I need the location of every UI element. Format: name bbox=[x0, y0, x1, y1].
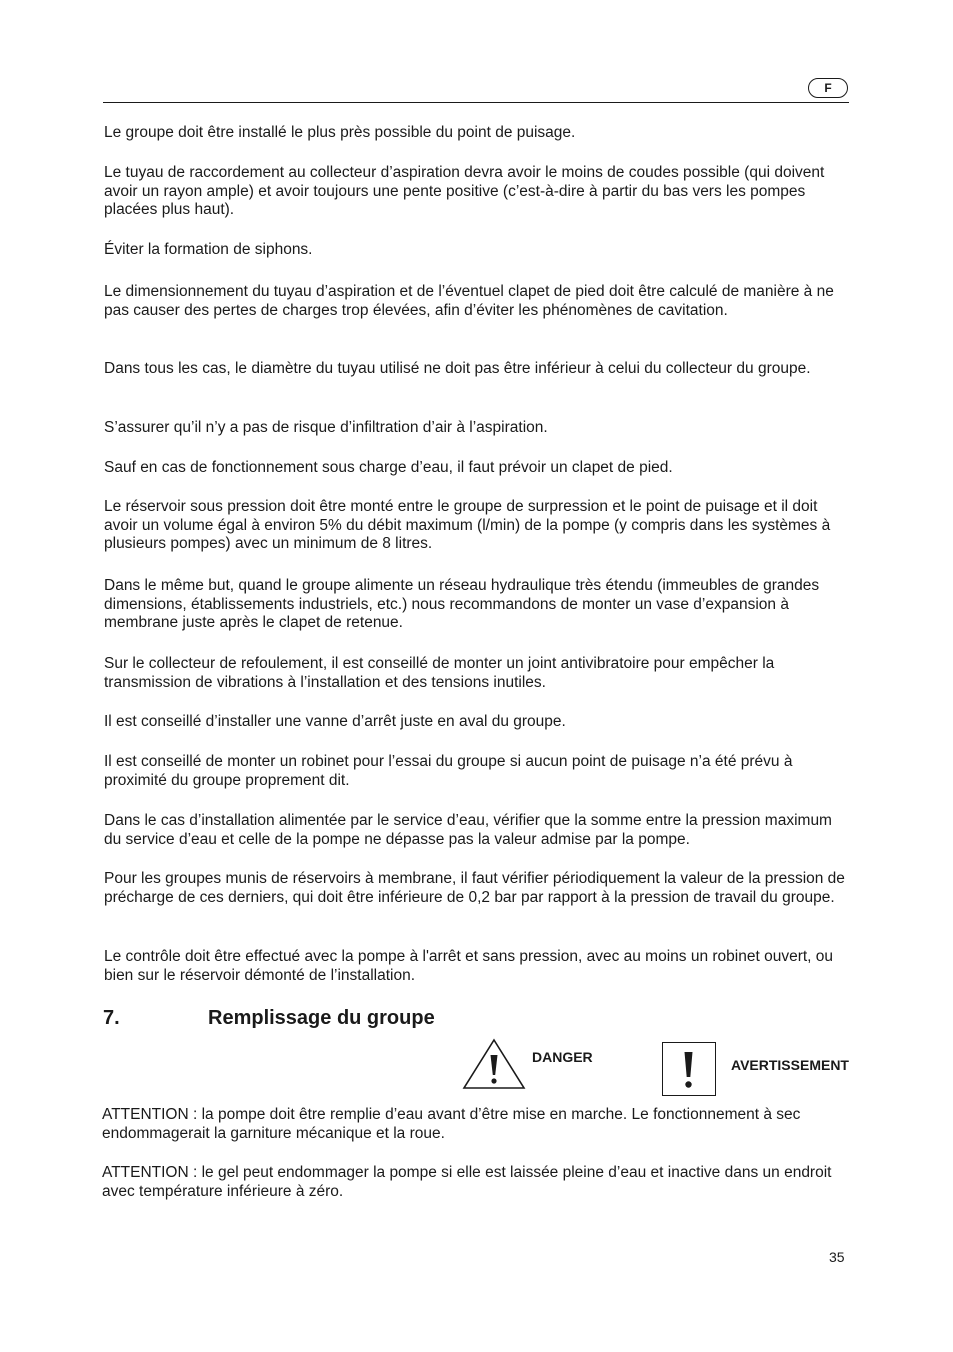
warning-label: AVERTISSEMENT bbox=[731, 1057, 849, 1073]
attention-paragraph: ATTENTION : la pompe doit être remplie d’eau avant d’être mise en marche. Le fonctionnement à sec endommagerait la garniture mécanique et la roue. bbox=[102, 1106, 801, 1142]
language-badge: F bbox=[808, 78, 848, 98]
section-title: Remplissage du groupe bbox=[208, 1007, 435, 1029]
paragraph: Dans le même but, quand le groupe alimente un réseau hydraulique très étendu (immeubles de grandes dimensions, établissements industriels, etc.) nous recommandons de monter un vase d’expansion à membrane juste après le clapet de retenue. bbox=[104, 577, 820, 631]
page-number: 35 bbox=[829, 1249, 845, 1265]
paragraph: Le dimensionnement du tuyau d’aspiration et de l’éventuel clapet de pied doit être calculé de manière à ne pas causer des pertes de charges trop élevées, afin d’éviter les phénomènes de cavitation. bbox=[104, 283, 834, 319]
header-rule bbox=[103, 102, 849, 103]
paragraph: Il est conseillé d’installer une vanne d’arrêt juste en aval du groupe. bbox=[104, 713, 566, 730]
paragraph: Sur le collecteur de refoulement, il est conseillé de monter un joint antivibratoire pour empêcher la transmission de vibrations à l’installation et des tensions inutiles. bbox=[104, 655, 775, 691]
paragraph: Dans tous les cas, le diamètre du tuyau utilisé ne doit pas être inférieur à celui du collecteur du groupe. bbox=[104, 360, 811, 377]
paragraph: Le tuyau de raccordement au collecteur d’aspiration devra avoir le moins de coudes possible (qui doivent avoir un rayon ample) et avoir toujours une pente positive (c’est-à-dire à partir du bas vers les pompes placées plus haut). bbox=[104, 164, 825, 218]
paragraph: Le contrôle doit être effectué avec la pompe à l'arrêt et sans pression, avec au moins un robinet ouvert, ou bien sur le réservoir démonté de l’installation. bbox=[104, 948, 834, 984]
danger-label: DANGER bbox=[532, 1049, 593, 1065]
exclamation-box-icon bbox=[662, 1042, 716, 1096]
paragraph: Sauf en cas de fonctionnement sous charge d’eau, il faut prévoir un clapet de pied. bbox=[104, 459, 673, 476]
paragraph: Éviter la formation de siphons. bbox=[104, 241, 313, 258]
danger-triangle-icon bbox=[462, 1038, 526, 1090]
paragraph: Dans le cas d’installation alimentée par le service d’eau, vérifier que la somme entre la pression maximum du service d’eau et celle de la pompe ne dépasse pas la valeur admise par la pompe. bbox=[104, 812, 832, 848]
section-heading bbox=[103, 1007, 435, 1030]
paragraph: Le groupe doit être installé le plus près possible du point de puisage. bbox=[104, 124, 576, 141]
paragraph: Le réservoir sous pression doit être monté entre le groupe de surpression et le point de puisage et il doit avoir un volume égal à environ 5% du débit maximum (l/min) de la pompe (y compris dans les systèmes à plusieurs pompes) avec un minimum de 8 litres. bbox=[104, 498, 831, 552]
exclamation-icon bbox=[663, 1043, 714, 1094]
paragraph: Pour les groupes munis de réservoirs à membrane, il faut vérifier périodiquement la valeur de la pression de précharge de ces derniers, qui doit être inférieure de 0,2 bar par rapport à la pression de travail du groupe. bbox=[104, 870, 845, 906]
paragraph: Il est conseillé de monter un robinet pour l’essai du groupe si aucun point de puisage n’a été prévu à proximité du groupe proprement dit. bbox=[104, 753, 793, 789]
paragraph: S’assurer qu’il n’y a pas de risque d’infiltration d’air à l’aspiration. bbox=[104, 419, 548, 436]
section-number: 7. bbox=[103, 1007, 120, 1029]
attention-paragraph: ATTENTION : le gel peut endommager la pompe si elle est laissée pleine d’eau et inactive dans un endroit avec température inférieure à zéro. bbox=[102, 1164, 832, 1200]
